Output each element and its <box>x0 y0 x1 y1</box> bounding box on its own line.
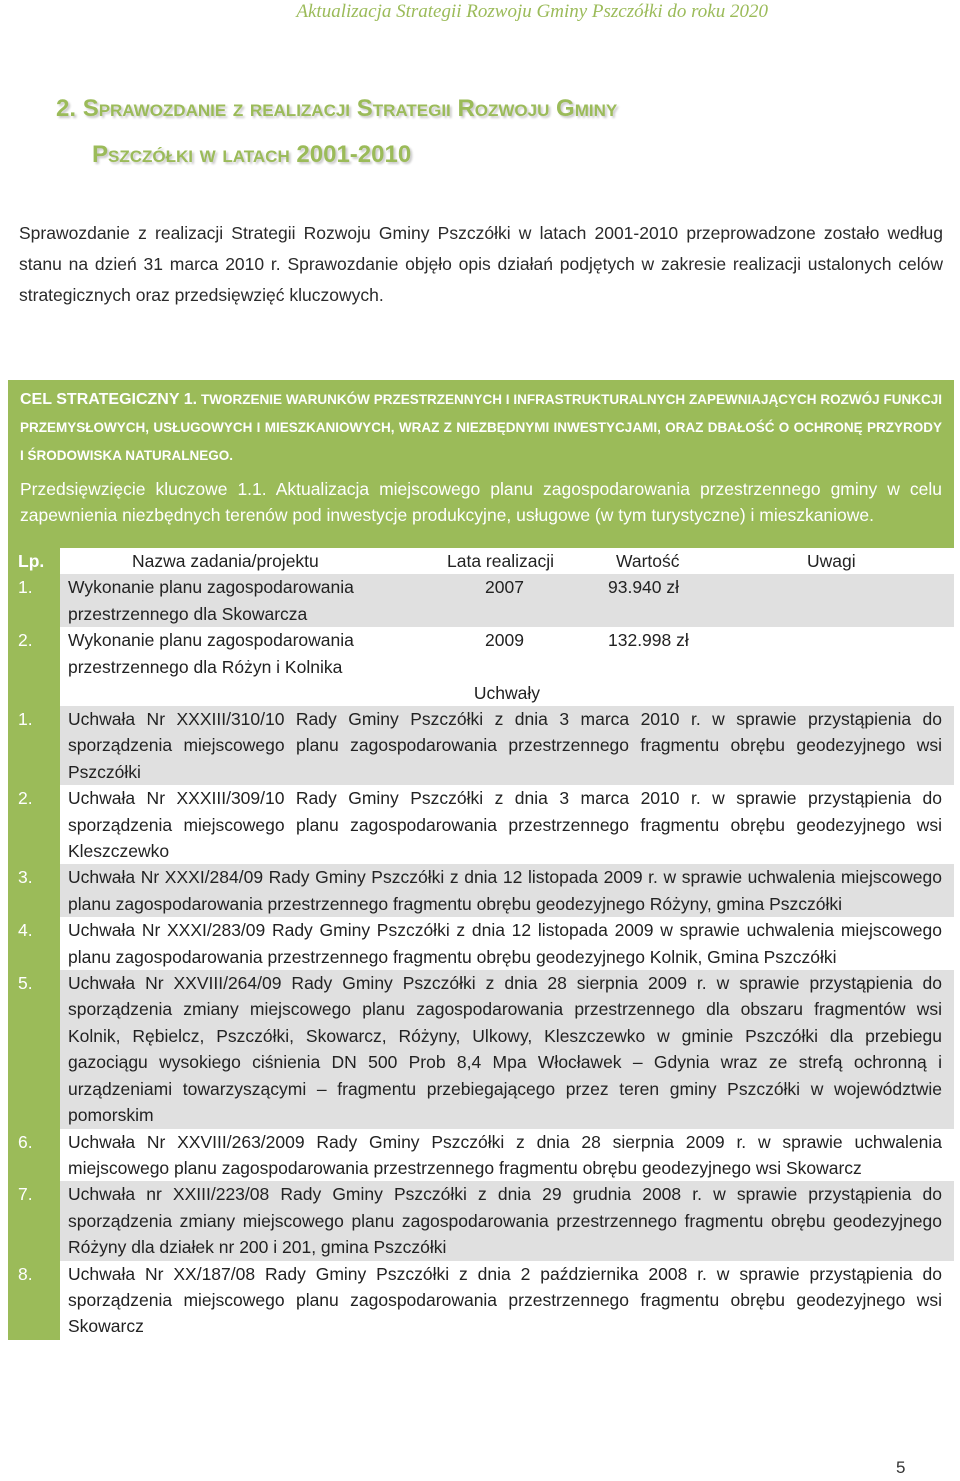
table-header-row <box>8 548 954 574</box>
resolution-lp: 7. <box>8 1181 60 1260</box>
resolution-row <box>8 1261 954 1340</box>
header-value: Wartość <box>616 551 680 571</box>
header-years: Lata realizacji <box>447 551 554 571</box>
resolution-text: Uchwała Nr XXXI/283/09 Rady Gminy Pszczółki z dnia 12 listopada 2009 w sprawie uchwalenia miejscowego planu zagospodarowania przestrzennego fragmentu obrębu geodezyjnego Kolnik, Gmina Pszczółki <box>68 920 942 967</box>
row-name: Wykonanie planu zagospodarowania przestrzennego dla Różyn i Kolnika <box>68 630 354 677</box>
resolution-text: Uchwała Nr XXXI/284/09 Rady Gminy Pszczółki z dnia 12 listopada 2009 r. w sprawie uchwalenia miejscowego planu zagospodarowania przestrzennego fragmentu obrębu geodezyjnego Różyny, gmina Pszczółki <box>68 867 942 914</box>
resolution-row <box>8 706 954 785</box>
resolution-lp: 4. <box>8 917 60 970</box>
header-lp: Lp. <box>8 548 60 574</box>
running-header: Aktualizacja Strategii Rozwoju Gminy Pszczółki do roku 2020 <box>296 1 768 22</box>
resolution-row <box>8 864 954 917</box>
resolution-row <box>8 1181 954 1260</box>
row-value: 93.940 zł <box>608 577 680 597</box>
row-value: 132.998 zł <box>608 630 689 650</box>
resolution-lp: 1. <box>8 706 60 785</box>
chapter-title-line2: Pszczółki w latach 2001-2010 <box>92 141 412 168</box>
resolution-text: Uchwała nr XXIII/223/08 Rady Gminy Pszczółki z dnia 29 grudnia 2008 r. w sprawie przystąpienia do sporządzenia zmiany miejscowego planu zagospodarowania przestrzennego fragmentu obrębu geodezyjnego Różyny dla działek nr 200 i 201, gmina Pszczółki <box>68 1184 942 1258</box>
header-notes: Uwagi <box>807 551 856 571</box>
task-table <box>8 548 954 1340</box>
project-paragraph <box>20 476 942 528</box>
resolution-row <box>8 785 954 864</box>
goal-text: TWORZENIE WARUNKÓW PRZESTRZENNYCH I INFRASTRUKTURALNYCH ZAPEWNIAJĄCYCH ROZWÓJ FUNKCJI PRZEMYSŁOWYCH, USŁUGOWYCH I MIESZKANIOWYCH, WRAZ Z NIEZBĘDNYMI INWESTYCJAMI, ORAZ DBAŁOŚĆ O OCHRONĘ PRZYRODY I ŚRODOWISKA NATURALNEGO. <box>20 392 942 463</box>
resolution-lp: 6. <box>8 1129 60 1182</box>
resolution-row <box>8 917 954 970</box>
goal-box <box>8 380 954 548</box>
resolution-lp: 5. <box>8 970 60 1128</box>
project-label: Przedsięwzięcie kluczowe 1.1. <box>20 479 267 499</box>
resolution-lp: 3. <box>8 864 60 917</box>
header-name: Nazwa zadania/projektu <box>132 551 319 571</box>
project-text: Aktualizacja miejscowego planu zagospodarowania przestrzennego gminy w celu zapewnienia niezbędnych terenów pod inwestycje produkcyjne, usługowe (w tym turystyczne) i mieszkaniowe. <box>20 479 943 525</box>
row-name: Wykonanie planu zagospodarowania przestrzennego dla Skowarcza <box>68 577 354 624</box>
resolution-text: Uchwała Nr XX/187/08 Rady Gminy Pszczółki z dnia 2 października 2008 r. w sprawie przystąpienia do sporządzenia miejscowego planu zagospodarowania przestrzennego fragmentu obrębu geodezyjnego wsi Skowarcz <box>68 1263 942 1337</box>
resolution-lp: 2. <box>8 785 60 864</box>
row-year: 2007 <box>485 577 524 597</box>
row-year: 2009 <box>485 630 524 650</box>
resolution-text: Uchwała Nr XXXIII/310/10 Rady Gminy Pszczółki z dnia 3 marca 2010 r. w sprawie przystąpienia do sporządzenia miejscowego planu zagospodarowania przestrzennego fragmentu obrębu geodezyjnego wsi Pszczółki <box>68 709 942 782</box>
resolution-text: Uchwała Nr XXVIII/263/2009 Rady Gminy Pszczółki z dnia 28 sierpnia 2009 r. w sprawie uchwalenia miejscowego planu zagospodarowania przestrzennego fragmentu obrębu geodezyjnego wsi Skowarcz <box>68 1131 942 1178</box>
resolution-row <box>8 970 954 1128</box>
resolutions-heading: Uchwały <box>473 683 541 703</box>
resolution-text: Uchwała Nr XXVIII/264/09 Rady Gminy Pszczółki z dnia 28 sierpnia 2009 r. w sprawie przystąpienia do sporządzenia zmiany miejscowego planu zagospodarowania przestrzennego dla obszaru fragmentów wsi Kolnik, Rębielcz, Pszczółki, Skowarcz, Różyny, Ulkowy, Kleszczewko w gminie Pszczółki dla przebiegu gazociągu wysokiego ciśnienia DN 500 Prob 8,4 Mpa Włocławek – Gdynia wraz ze strefą ochronną i urządzeniami towarzyszącymi – fragmentu przebiegającego przez teren gminy Pszczółki w województwie pomorskim <box>68 973 942 1126</box>
goal-heading <box>20 386 942 470</box>
resolutions-heading-row <box>8 680 954 706</box>
resolution-row <box>8 1129 954 1182</box>
table-row <box>8 574 954 627</box>
resolution-lp: 8. <box>8 1261 60 1340</box>
chapter-title-line1: Sprawozdanie z realizacji Strategii Rozwoju Gminy <box>82 95 618 122</box>
chapter-number: 2. <box>56 95 77 122</box>
row-lp: 1. <box>8 574 60 627</box>
intro-paragraph: Sprawozdanie z realizacji Strategii Rozwoju Gminy Pszczółki w latach 2001-2010 przeprowadzone zostało według stanu na dzień 31 marca 2010 r. Sprawozdanie objęło opis działań podjętych w zakresie realizacji ustalonych celów strategicznych oraz przedsięwzięć kluczowych. <box>19 223 943 305</box>
resolution-text: Uchwała Nr XXXIII/309/10 Rady Gminy Pszczółki z dnia 3 marca 2010 r. w sprawie przystąpienia do sporządzenia miejscowego planu zagospodarowania przestrzennego fragmentu obrębu geodezyjnego wsi Kleszczewko <box>68 788 942 862</box>
goal-label: CEL STRATEGICZNY 1. <box>20 391 198 408</box>
row-lp: 2. <box>8 627 60 680</box>
table-row <box>8 627 954 680</box>
page-number: 5 <box>896 1458 906 1477</box>
chapter-title <box>56 86 916 178</box>
